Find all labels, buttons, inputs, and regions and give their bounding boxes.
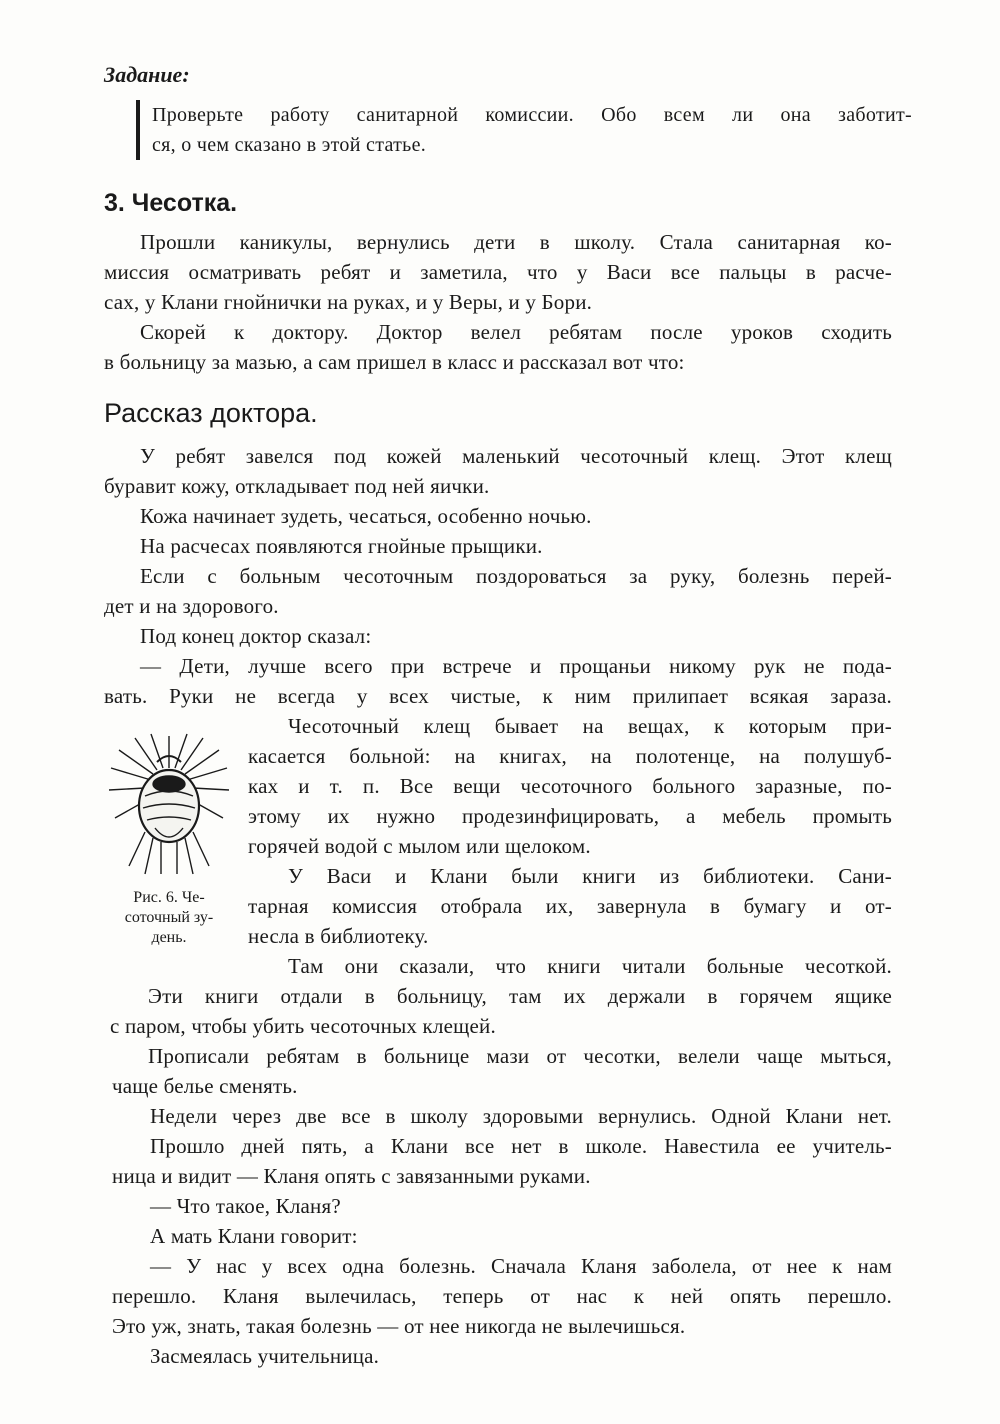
- paragraph-line: Кожа начинает зудеть, чесаться, особенно ночью.: [140, 504, 592, 528]
- paragraph-line: вать. Руки не всегда у всех чистые, к ним прилипает всякая зараза.: [104, 684, 892, 708]
- paragraph-line: сах, у Клани гнойнички на руках, и у Веры, и у Бори.: [104, 290, 593, 314]
- paragraph-line: Если с больным чесоточным поздороваться за руку, болезнь перей-: [140, 564, 892, 588]
- paragraph-line: Скорей к доктору. Доктор велел ребятам после уроков сходить: [140, 320, 892, 344]
- paragraph-line: Недели через две все в школу здоровыми вернулись. Одной Клани нет.: [150, 1104, 892, 1128]
- paragraph-line: Прошло дней пять, а Клани все нет в школе. Навестила ее учитель-: [150, 1134, 892, 1158]
- paragraph-line: в больницу за мазью, а сам пришел в класс и рассказал вот что:: [104, 350, 685, 374]
- paragraph-line: На расчесах появляются гнойные прыщики.: [140, 534, 543, 558]
- section-title: 3. Чесотка.: [104, 189, 238, 217]
- paragraph-line: — Дети, лучше всего при встрече и прощаньи никому рук не пода-: [140, 654, 892, 678]
- itch-mite-illustration: [105, 728, 233, 878]
- paragraph-line: Прошли каникулы, вернулись дети в школу. Стала санитарная ко-: [140, 230, 892, 254]
- paragraph-line: Там они сказали, что книги читали больные чесоткой.: [288, 954, 892, 978]
- paragraph-line: У ребят завелся под кожей маленький чесоточный клещ. Этот клещ: [140, 444, 892, 468]
- paragraph-line: Эти книги отдали в больницу, там их держали в горячем ящике: [148, 984, 892, 1008]
- paragraph-line: миссия осматривать ребят и заметила, что у Васи все пальцы в расче-: [104, 260, 892, 284]
- paragraph-line: Под конец доктор сказал:: [140, 624, 372, 648]
- caption-line: соточный зу-: [124, 909, 214, 926]
- paragraph-line: ках и т. п. Все вещи чесоточного больного заразные, по-: [248, 774, 892, 798]
- story-title: Рассказ доктора.: [104, 398, 318, 428]
- task-label: Задание:: [104, 62, 190, 87]
- paragraph-line: перешло. Кланя вылечилась, теперь от нас к ней опять перешло.: [112, 1284, 892, 1308]
- paragraph-line: Засмеялась учительница.: [150, 1344, 380, 1368]
- caption-line: день.: [151, 929, 187, 946]
- paragraph-line: Это уж, знать, такая болезнь — от нее никогда не вылечишься.: [112, 1314, 686, 1338]
- paragraph-line: чаще белье сменять.: [112, 1074, 298, 1098]
- task-line: ся, о чем сказано в этой статье.: [152, 134, 427, 156]
- paragraph-line: — У нас у всех одна болезнь. Сначала Кланя заболела, от нее к нам: [150, 1254, 892, 1278]
- paragraph-line: дет и на здорового.: [104, 594, 279, 618]
- paragraph-line: тарная комиссия отобрала их, завернула в бумагу и от-: [248, 894, 892, 918]
- paragraph-line: Чесоточный клещ бывает на вещах, к которым при-: [288, 714, 892, 738]
- paragraph-line: этому их нужно продезинфицировать, а мебель промыть: [248, 804, 892, 828]
- paragraph-line: с паром, чтобы убить чесоточных клещей.: [110, 1014, 496, 1038]
- paragraph-line: А мать Клани говорит:: [150, 1224, 358, 1248]
- paragraph-line: Прописали ребятам в больнице мази от чесотки, велели чаще мыться,: [148, 1044, 892, 1068]
- paragraph-line: У Васи и Клани были книги из библиотеки. Сани-: [288, 864, 892, 888]
- figure-caption: [104, 888, 234, 948]
- paragraph-line: касается больной: на книгах, на полотенце, на полушуб-: [248, 744, 892, 768]
- paragraph-line: буравит кожу, откладывает под ней яички.: [104, 474, 490, 498]
- paragraph-line: несла в библиотеку.: [248, 924, 429, 948]
- caption-line: Рис. 6. Че-: [133, 889, 205, 906]
- paragraph-line: ница и видит — Кланя опять с завязанными руками.: [112, 1164, 591, 1188]
- paragraph-line: — Что такое, Кланя?: [150, 1194, 341, 1218]
- task-line: Проверьте работу санитарной комиссии. Обо всем ли она заботит-: [152, 104, 912, 126]
- task-box: [136, 100, 912, 160]
- paragraph-line: горячей водой с мылом или щелоком.: [248, 834, 591, 858]
